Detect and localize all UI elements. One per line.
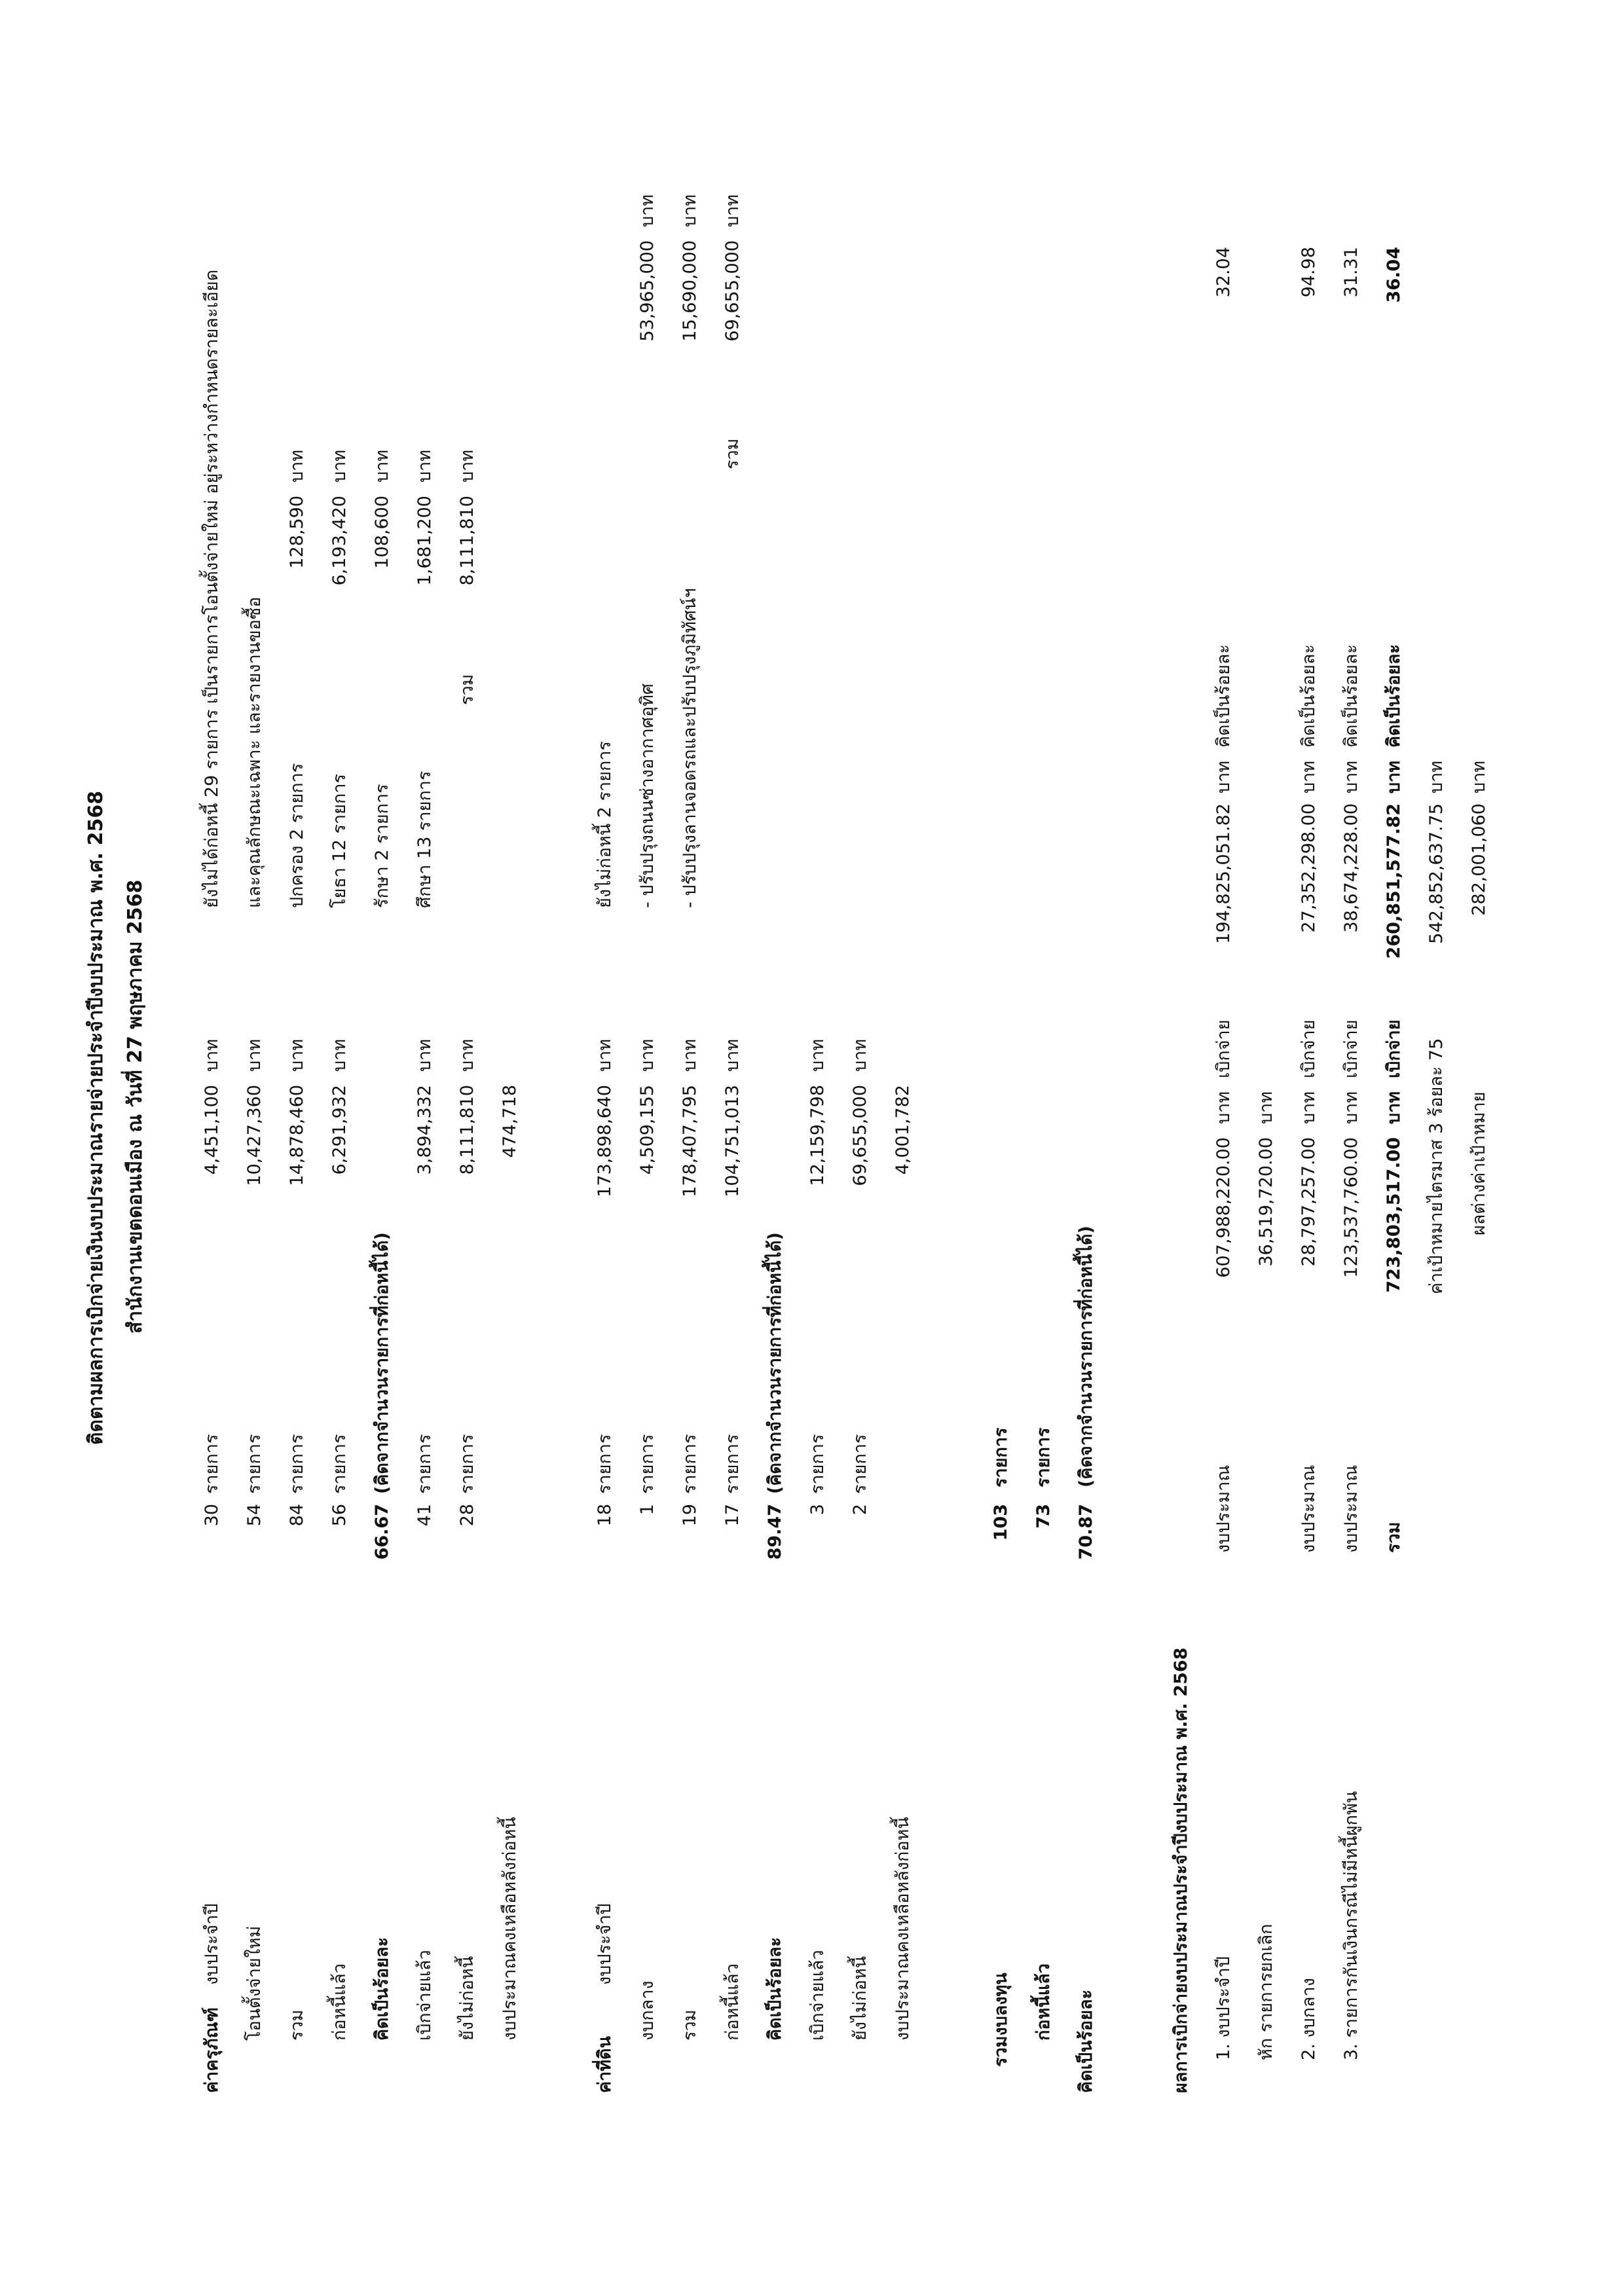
diff-label: ผลต่างค่าเป้าหมาย: [1469, 1091, 1489, 1235]
durable-sub-currency: บาท: [457, 449, 477, 483]
durable-sub-currency: บาท: [372, 449, 392, 483]
durable-sub-amount: 128,590: [287, 496, 307, 569]
capital-count: 73: [1033, 1504, 1054, 1529]
durable-row-amount: 474,718: [500, 1085, 520, 1158]
results-row-disb: 194,825,051.82: [1213, 803, 1234, 944]
durable-percent-value: 66.67: [372, 1504, 392, 1560]
capital-count: 103: [991, 1504, 1011, 1541]
results-row-budget: 28,797,257.00: [1299, 1137, 1319, 1267]
results-total-currency: บาท: [1384, 760, 1404, 793]
land-row-amount: 69,655,000: [850, 1085, 870, 1186]
results-total-label: รวม: [1384, 1522, 1404, 1553]
capital-count: 70.87: [1076, 1504, 1096, 1560]
land-sub-currency: บาท: [722, 194, 743, 227]
document-title: ติดตามผลการเบิกจ่ายเงินงบประมาณรายจ่ายประจำปีงบประมาณ พ.ศ. 2568: [84, 790, 107, 1445]
target-amount: 542,852,637.75: [1426, 803, 1447, 944]
durable-heading: ค่าครุภัณฑ์: [202, 2007, 222, 2093]
durable-row-currency: บาท: [202, 1038, 222, 1072]
land-sub-currency: บาท: [637, 194, 657, 227]
durable-sub-currency: บาท: [415, 449, 435, 483]
land-row-unit: รายการ: [722, 1434, 743, 1494]
land-percent-label: คิดเป็นร้อยละ: [765, 1937, 785, 2041]
results-row-currency: บาท: [1299, 1091, 1319, 1124]
land-row-unit: รายการ: [595, 1434, 615, 1494]
durable-note-line: และคุณลักษณะเฉพาะ และรายงานขอซื้อ: [244, 596, 265, 908]
land-row-currency: บาท: [595, 1038, 615, 1072]
results-row-currency: บาท: [1213, 760, 1234, 793]
durable-row-currency: บาท: [287, 1038, 307, 1072]
durable-sub-label: รวม: [457, 674, 477, 705]
land-sub-amount: 53,965,000: [637, 240, 657, 342]
land-row-amount: 173,898,640: [595, 1085, 615, 1197]
durable-sub-label: โยธา 12 รายการ: [329, 774, 350, 908]
durable-sub-label: ศึกษา 13 รายการ: [415, 771, 435, 908]
results-row-pct: 94.98: [1299, 247, 1319, 298]
land-row-label: รวม: [680, 2009, 700, 2041]
results-row-budget: 36,519,720.00: [1256, 1137, 1276, 1267]
results-row-label: หัก รายการยกเลิก: [1256, 1923, 1276, 2060]
results-row-pct-label: คิดเป็นร้อยละ: [1299, 644, 1319, 748]
capital-unit: รายการ: [1033, 1427, 1054, 1487]
durable-row-label: งบประมาณคงเหลือหลังก่อหนี้: [500, 1817, 520, 2041]
land-row-label: งบกลาง: [637, 1980, 657, 2041]
durable-row-count: 30: [202, 1504, 222, 1527]
results-total-pct: 36.04: [1384, 247, 1404, 303]
land-row-unit: รายการ: [637, 1434, 657, 1494]
land-row-currency: บาท: [850, 1038, 870, 1072]
durable-row-unit: รายการ: [202, 1434, 222, 1494]
durable-sub-currency: บาท: [329, 449, 350, 483]
target-label: ค่าเป้าหมายไตรมาส 3 ร้อยละ 75: [1426, 1038, 1447, 1294]
durable-sub-amount: 6,193,420: [329, 496, 350, 586]
results-row-kind: งบประมาณ: [1213, 1465, 1234, 1553]
land-row-unit: รายการ: [680, 1434, 700, 1494]
durable-row-unit: รายการ: [329, 1434, 350, 1494]
land-sub-amount: 69,655,000: [722, 240, 743, 342]
land-row-currency: บาท: [637, 1038, 657, 1072]
results-row-currency: บาท: [1341, 760, 1361, 793]
land-row-amount: 4,509,155: [637, 1085, 657, 1175]
results-row-currency: บาท: [1299, 760, 1319, 793]
durable-row-count: 56: [329, 1504, 350, 1527]
durable-row-currency: บาท: [244, 1038, 265, 1072]
land-row-amount: 178,407,795: [680, 1085, 700, 1197]
durable-percent-label: คิดเป็นร้อยละ: [372, 1937, 392, 2041]
land-row-amount: 104,751,013: [722, 1085, 743, 1197]
durable-row-count: 41: [415, 1504, 435, 1527]
land-percent-value: 89.47: [765, 1504, 785, 1560]
durable-sub-label: ปกครอง 2 รายการ: [287, 763, 307, 908]
results-row-currency: บาท: [1341, 1091, 1361, 1124]
document-subtitle: สำนักงานเขตดอนเมือง ณ วันที่ 27 พฤษภาคม 2568: [124, 879, 147, 1334]
durable-row-amount: 4,451,100: [202, 1085, 222, 1175]
durable-row-count: 84: [287, 1504, 307, 1527]
durable-row-unit: รายการ: [457, 1434, 477, 1494]
capital-unit: (คิดจากจำนวนรายการที่ก่อหนี้ได้): [1076, 1226, 1096, 1487]
diff-currency: บาท: [1469, 760, 1489, 793]
land-row-unit: รายการ: [807, 1434, 828, 1494]
results-row-label: 2. งบกลาง: [1299, 1978, 1319, 2060]
results-row-pct: 31.31: [1341, 247, 1361, 298]
durable-row-amount: 6,291,932: [329, 1085, 350, 1175]
durable-row-amount: 8,111,810: [457, 1085, 477, 1175]
durable-row-label: งบประจำปี: [202, 1903, 222, 1985]
durable-sub-amount: 8,111,810: [457, 496, 477, 586]
land-row-currency: บาท: [807, 1038, 828, 1072]
durable-row-amount: 10,427,360: [244, 1085, 265, 1186]
capital-label: รวมงบลงทุน: [991, 1973, 1011, 2067]
durable-row-count: 28: [457, 1504, 477, 1527]
results-row-kind: งบประมาณ: [1341, 1465, 1361, 1553]
results-row-currency: บาท: [1213, 1091, 1234, 1124]
durable-row-currency: บาท: [415, 1038, 435, 1072]
durable-row-label: เบิกจ่ายแล้ว: [415, 1950, 435, 2041]
results-row-kind: งบประมาณ: [1299, 1465, 1319, 1553]
durable-sub-label: รักษา 2 รายการ: [372, 784, 392, 908]
durable-row-currency: บาท: [329, 1038, 350, 1072]
results-row-disb-label: เบิกจ่าย: [1299, 1019, 1319, 1078]
land-row-label: ยังไม่ก่อหนี้: [850, 1956, 870, 2041]
results-row-label: 1. งบประจำปี: [1213, 1956, 1234, 2060]
results-row-label: 3. รายการกันเงินกรณีไม่มีหนี้ผูกพัน: [1341, 1791, 1361, 2060]
durable-sub-currency: บาท: [287, 449, 307, 483]
durable-row-currency: บาท: [457, 1038, 477, 1072]
results-row-disb-label: เบิกจ่าย: [1341, 1019, 1361, 1078]
results-row-pct: 32.04: [1213, 247, 1234, 298]
land-row-count: 18: [595, 1504, 615, 1527]
land-row-label: งบประมาณคงเหลือหลังก่อหนี้: [893, 1817, 913, 2041]
land-row-label: เบิกจ่ายแล้ว: [807, 1950, 828, 2041]
durable-percent-note: (คิดจากจำนวนรายการที่ก่อหนี้ได้): [372, 1232, 392, 1494]
land-sub-label: - ปรับปรุงลานจอดรถและปรับปรุงภูมิทัศน์ฯ: [680, 588, 700, 908]
land-row-label: ก่อหนี้แล้ว: [722, 1963, 743, 2041]
land-sub-label: รวม: [722, 438, 743, 469]
results-total-currency: บาท: [1384, 1091, 1404, 1124]
results-heading: ผลการเบิกจ่ายงบประมาณประจำปีงบประมาณ พ.ศ. 2568: [1171, 1647, 1191, 2093]
land-note-title: ยังไม่ก่อหนี้ 2 รายการ: [595, 740, 615, 908]
results-total-disb-label: เบิกจ่าย: [1384, 1019, 1404, 1078]
results-row-budget: 123,537,760.00: [1341, 1137, 1361, 1278]
land-row-count: 19: [680, 1504, 700, 1527]
results-total-disb: 260,851,577.82: [1384, 803, 1404, 959]
land-heading: ค่าที่ดิน: [595, 2035, 615, 2093]
land-row-currency: บาท: [680, 1038, 700, 1072]
capital-label: ก่อหนี้แล้ว: [1033, 1963, 1054, 2041]
results-row-disb: 27,352,298.00: [1299, 803, 1319, 933]
results-row-budget: 607,988,220.00: [1213, 1137, 1234, 1278]
land-row-count: 3: [807, 1504, 828, 1516]
land-row-count: 1: [637, 1504, 657, 1516]
capital-label: คิดเป็นร้อยละ: [1076, 1989, 1096, 2093]
results-row-currency: บาท: [1256, 1091, 1276, 1124]
land-row-unit: รายการ: [850, 1434, 870, 1494]
land-row-amount: 4,001,782: [893, 1085, 913, 1175]
durable-row-label: รวม: [287, 2009, 307, 2041]
land-row-amount: 12,159,798: [807, 1085, 828, 1186]
durable-note-line: ยังไม่ได้ก่อหนี้ 29 รายการ เป็นรายการโอนตั้งจ่ายใหม่ อยู่ระหว่างกำหนดรายละเอียด: [202, 269, 222, 908]
results-row-disb: 38,674,228.00: [1341, 803, 1361, 933]
durable-row-unit: รายการ: [287, 1434, 307, 1494]
diff-amount: 282,001,060: [1469, 803, 1489, 916]
land-row-count: 17: [722, 1504, 743, 1527]
durable-row-amount: 3,894,332: [415, 1085, 435, 1175]
land-sub-amount: 15,690,000: [680, 240, 700, 342]
land-sub-currency: บาท: [680, 194, 700, 227]
durable-row-label: ยังไม่ก่อหนี้: [457, 1956, 477, 2041]
land-row-count: 2: [850, 1504, 870, 1516]
land-row-label: งบประจำปี: [595, 1903, 615, 1985]
durable-sub-amount: 1,681,200: [415, 496, 435, 586]
capital-unit: รายการ: [991, 1427, 1011, 1487]
results-total-budget: 723,803,517.00: [1384, 1137, 1404, 1293]
durable-row-unit: รายการ: [244, 1434, 265, 1494]
durable-sub-amount: 108,600: [372, 496, 392, 569]
land-sub-label: - ปรับปรุงถนนซ่างอากาศอุทิศ: [637, 683, 657, 908]
durable-row-label: โอนตั้งจ่ายใหม่: [244, 1925, 265, 2041]
durable-row-amount: 14,878,460: [287, 1085, 307, 1186]
target-currency: บาท: [1426, 760, 1447, 793]
land-percent-note: (คิดจากจำนวนรายการที่ก่อหนี้ได้): [765, 1232, 785, 1494]
results-total-pct-label: คิดเป็นร้อยละ: [1384, 644, 1404, 748]
results-row-pct-label: คิดเป็นร้อยละ: [1213, 644, 1234, 748]
durable-row-label: ก่อหนี้แล้ว: [329, 1963, 350, 2041]
durable-row-unit: รายการ: [415, 1434, 435, 1494]
durable-row-count: 54: [244, 1504, 265, 1527]
results-row-disb-label: เบิกจ่าย: [1213, 1019, 1234, 1078]
land-row-currency: บาท: [722, 1038, 743, 1072]
results-row-pct-label: คิดเป็นร้อยละ: [1341, 644, 1361, 748]
